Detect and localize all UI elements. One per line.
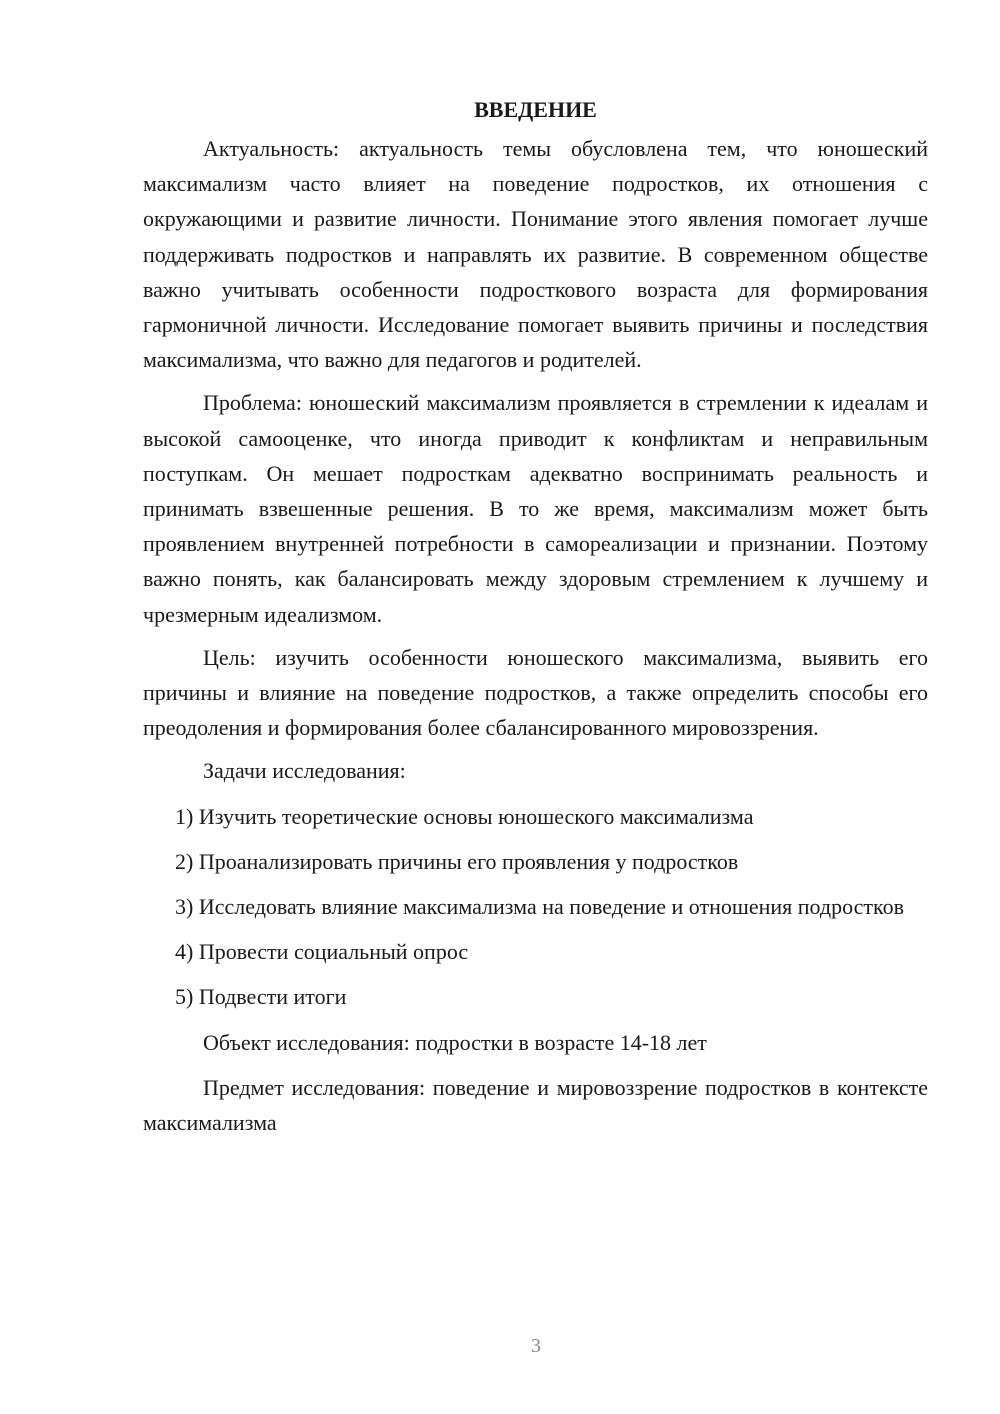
tasks-list — [143, 799, 928, 1015]
page-number: 3 — [531, 1335, 541, 1357]
list-item: 2) Проанализировать причины его проявления у подростков — [175, 848, 739, 874]
list-item: 4) Провести социальный опрос — [175, 939, 469, 965]
list-item: 5) Подвести итоги — [175, 984, 347, 1010]
section-heading: ВВЕДЕНИЕ — [474, 97, 597, 122]
research-object: Объект исследования: подростки в возрасте 14-18 лет — [203, 1029, 707, 1055]
relevance-paragraph: Актуальность: актуальность темы обусловлена тем, что юношеский максимализм часто влияет на поведение подростков, их отношения с окружающими и развитие личности. Понимание этого явления помогает лучше поддерживать подростков и направлять их развитие. В современном обществе важно учитывать особенности подросткового возраста для формирования гармоничной личности. Исследование помогает выявить причины и последствия максимализма, что важно для педагогов и родителей. — [143, 136, 928, 373]
tasks-heading: Задачи исследования: — [203, 758, 406, 784]
problem-paragraph: Проблема: юношеский максимализм проявляется в стремлении к идеалам и высокой самооценке, что иногда приводит к конфликтам и неправильным поступкам. Он мешает подросткам адекватно воспринимать реальность и принимать взвешенные решения. В то же время, максимализм может быть проявлением внутренней потребности в самореализации и признании. Поэтому важно понять, как балансировать между здоровым стремлением к лучшему и чрезмерным идеализмом. — [143, 390, 928, 627]
document-page — [143, 92, 928, 1148]
list-item: 1) Изучить теоретические основы юношеского максимализма — [175, 803, 754, 829]
goal-paragraph: Цель: изучить особенности юношеского максимализма, выявить его причины и влияние на поведение подростков, а также определить способы его преодоления и формирования более сбалансированного мировоззрения. — [143, 644, 928, 741]
list-item: 3) Исследовать влияние максимализма на поведение и отношения подростков — [175, 894, 904, 920]
research-subject: Предмет исследования: поведение и мировоззрение подростков в контексте максимализма — [143, 1074, 928, 1136]
